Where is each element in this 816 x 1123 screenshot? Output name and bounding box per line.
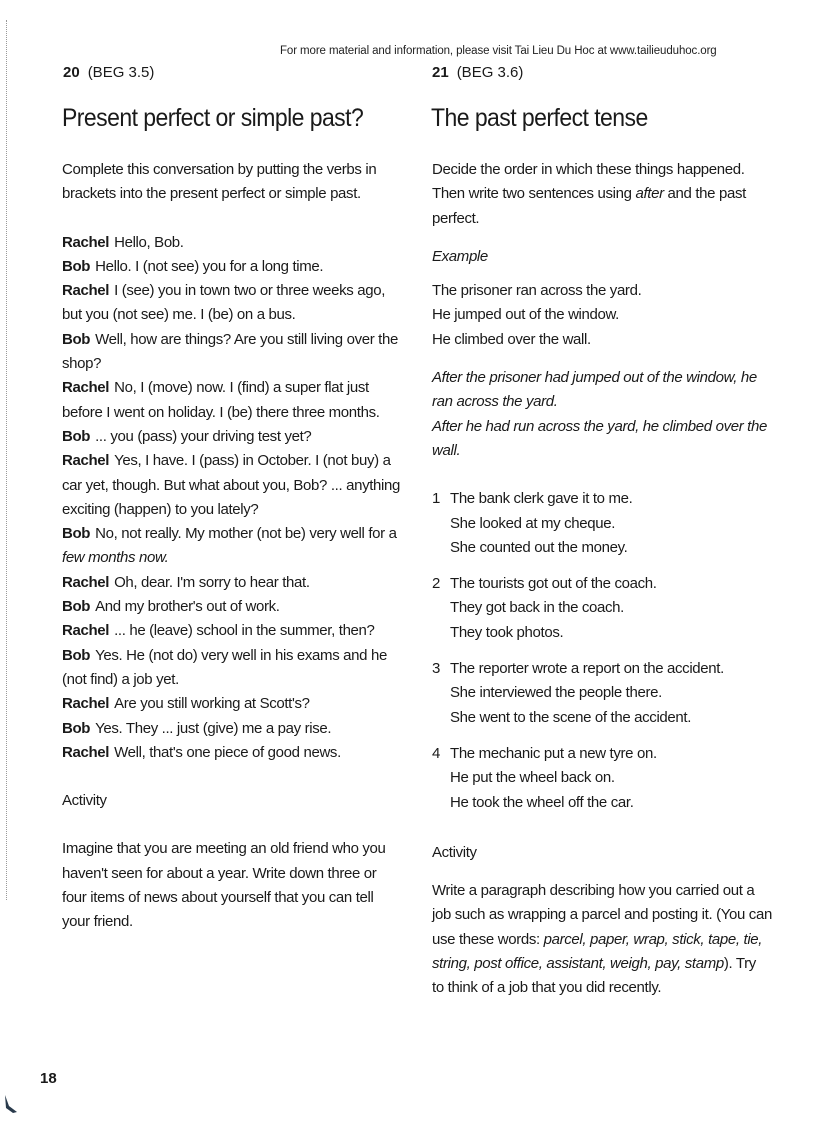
activity-text: use these words:	[432, 930, 540, 948]
dialogue-line	[62, 401, 407, 425]
instructions-keyword: after	[635, 185, 664, 203]
instructions-text: and the past	[667, 185, 746, 203]
item-line: The tourists got out of the coach.	[450, 575, 657, 593]
left-lesson-ref: (BEG 3.5)	[87, 64, 155, 81]
dialogue-text: Hello. I (not see) you for a long time.	[95, 257, 324, 275]
item-number: 3	[432, 660, 440, 678]
dialogue-text: few months now.	[62, 549, 169, 567]
dialogue-text: car yet, though. But what about you, Bob? ... anything	[62, 476, 401, 494]
speaker: Bob	[62, 525, 91, 543]
speaker: Rachel	[62, 743, 110, 761]
left-title: Present perfect or simple past?	[62, 104, 364, 132]
activity-text: ). Try	[723, 955, 756, 973]
item-line: The mechanic put a new tyre on.	[450, 744, 657, 762]
exercise-item	[432, 572, 782, 645]
right-activity-line	[432, 952, 782, 976]
right-activity-line	[432, 928, 782, 952]
dialogue-text: shop?	[62, 355, 102, 373]
dialogue-line	[62, 741, 407, 765]
dialogue-line	[62, 619, 407, 643]
dialogue-line	[62, 668, 407, 692]
scan-corner-mark	[4, 1094, 18, 1114]
item-line: She went to the scene of the accident.	[450, 708, 692, 726]
right-lesson-number: 21	[432, 64, 449, 81]
scan-edge-mark	[6, 20, 9, 900]
dialogue-line	[62, 449, 407, 473]
dialogue-line	[62, 717, 407, 741]
left-lesson-number: 20	[63, 64, 80, 81]
dialogue-text: Oh, dear. I'm sorry to hear that.	[114, 573, 310, 591]
right-column	[432, 158, 782, 1001]
dialogue-line	[62, 692, 407, 716]
item-line: They took photos.	[450, 623, 564, 641]
item-line: She interviewed the people there.	[450, 684, 662, 702]
right-lesson-ref: (BEG 3.6)	[456, 64, 524, 81]
speaker: Rachel	[62, 233, 110, 251]
speaker: Bob	[62, 257, 91, 275]
speaker: Rachel	[62, 379, 110, 397]
dialogue-line	[62, 303, 407, 327]
right-activity-line: Write a paragraph describing how you carried out a	[432, 882, 755, 900]
speaker: Rachel	[62, 622, 110, 640]
dialogue-line	[62, 376, 407, 400]
dialogue-text: No, I (move) now. I (find) a super flat just	[114, 379, 369, 397]
example-line: The prisoner ran across the yard.	[432, 282, 642, 300]
left-activity-line: haven't seen for about a year. Write down three or	[62, 864, 377, 882]
left-activity-heading: Activity	[62, 792, 107, 810]
example-line: He climbed over the wall.	[432, 330, 591, 348]
dialogue-line	[62, 644, 407, 668]
example-answer-line: After he had run across the yard, he climbed over the	[432, 417, 767, 435]
right-instructions-line	[432, 182, 782, 206]
speaker: Bob	[62, 646, 91, 664]
dialogue-line	[62, 328, 407, 352]
left-column	[62, 158, 407, 935]
item-line: The bank clerk gave it to me.	[450, 490, 633, 508]
speaker: Bob	[62, 719, 91, 737]
speaker: Bob	[62, 330, 91, 348]
right-activity-line: job such as wrapping a parcel and posting it. (You can	[432, 906, 772, 924]
dialogue-text: (not find) a job yet.	[62, 670, 179, 688]
activity-wordlist: string, post office, assistant, weigh, pay, stamp	[432, 955, 724, 973]
example-answer-line: After the prisoner had jumped out of the window, he	[432, 369, 757, 387]
example-heading: Example	[432, 247, 488, 265]
dialogue-text: Hello, Bob.	[114, 233, 184, 251]
instructions-text: Then write two sentences using	[432, 185, 632, 203]
dialogue	[62, 231, 407, 766]
exercise-item	[432, 657, 782, 730]
right-lesson-label	[432, 64, 523, 81]
right-title: The past perfect tense	[431, 104, 648, 132]
dialogue-text: Yes. He (not do) very well in his exams and he	[95, 646, 387, 664]
right-instructions-line: Decide the order in which these things happened.	[432, 161, 745, 178]
activity-wordlist: parcel, paper, wrap, stick, tape, tie,	[543, 930, 763, 948]
speaker: Rachel	[62, 282, 110, 300]
dialogue-text: I (see) you in town two or three weeks ago,	[114, 282, 386, 300]
exercise-item	[432, 742, 782, 815]
item-line: She looked at my cheque.	[450, 514, 616, 532]
item-number: 4	[432, 744, 440, 762]
example-line: He jumped out of the window.	[432, 306, 619, 324]
left-activity-line: four items of news about yourself that you can tell	[62, 889, 374, 907]
dialogue-line	[62, 546, 407, 570]
dialogue-line	[62, 255, 407, 279]
speaker: Rachel	[62, 452, 110, 470]
dialogue-text: Yes, I have. I (pass) in October. I (not buy) a	[114, 452, 391, 470]
speaker: Bob	[62, 427, 91, 445]
page-number: 18	[40, 1070, 57, 1087]
item-number: 2	[432, 575, 440, 593]
example-answer-line: wall.	[432, 441, 461, 459]
example-answer-line: ran across the yard.	[432, 393, 558, 411]
item-line: They got back in the coach.	[450, 599, 624, 617]
item-line: The reporter wrote a report on the accident.	[450, 660, 724, 678]
dialogue-text: before I went on holiday. I (be) there three months.	[62, 403, 380, 421]
left-activity-line: your friend.	[62, 913, 133, 931]
item-line: She counted out the money.	[450, 538, 628, 556]
left-instructions-line: brackets into the present perfect or simple past.	[62, 185, 361, 203]
dialogue-line	[62, 498, 407, 522]
left-activity-line: Imagine that you are meeting an old friend who you	[62, 840, 386, 858]
dialogue-text: Well, how are things? Are you still living over the	[95, 330, 398, 348]
dialogue-line	[62, 474, 407, 498]
speaker: Rachel	[62, 573, 110, 591]
dialogue-text: And my brother's out of work.	[95, 598, 280, 616]
right-activity-line: to think of a job that you did recently.	[432, 979, 662, 997]
dialogue-text: ... you (pass) your driving test yet?	[95, 427, 312, 445]
dialogue-text: No, not really. My mother (not be) very well for a	[95, 525, 397, 543]
dialogue-line	[62, 595, 407, 619]
right-instructions-line: perfect.	[432, 209, 480, 227]
item-line: He put the wheel back on.	[450, 769, 615, 787]
dialogue-line	[62, 425, 407, 449]
dialogue-text: Yes. They ... just (give) me a pay rise.	[95, 719, 332, 737]
header-note: For more material and information, please visit Tai Lieu Du Hoc at www.tailieuduhoc.org	[280, 45, 717, 57]
dialogue-text: Are you still working at Scott's?	[114, 695, 310, 713]
item-line: He took the wheel off the car.	[450, 793, 634, 811]
dialogue-text: but you (not see) me. I (be) on a bus.	[62, 306, 296, 324]
dialogue-line	[62, 279, 407, 303]
dialogue-line	[62, 522, 407, 546]
dialogue-text: ... he (leave) school in the summer, then?	[114, 622, 375, 640]
dialogue-line	[62, 231, 407, 255]
speaker: Bob	[62, 598, 91, 616]
item-number: 1	[432, 490, 440, 508]
speaker: Rachel	[62, 695, 110, 713]
exercise-item	[432, 487, 782, 560]
dialogue-line	[62, 571, 407, 595]
right-activity-heading: Activity	[432, 843, 477, 861]
left-instructions-line: Complete this conversation by putting the verbs in	[62, 161, 377, 178]
dialogue-line	[62, 352, 407, 376]
dialogue-text: Well, that's one piece of good news.	[114, 743, 341, 761]
dialogue-text: exciting (happen) to you lately?	[62, 500, 259, 518]
left-lesson-label	[63, 64, 154, 81]
